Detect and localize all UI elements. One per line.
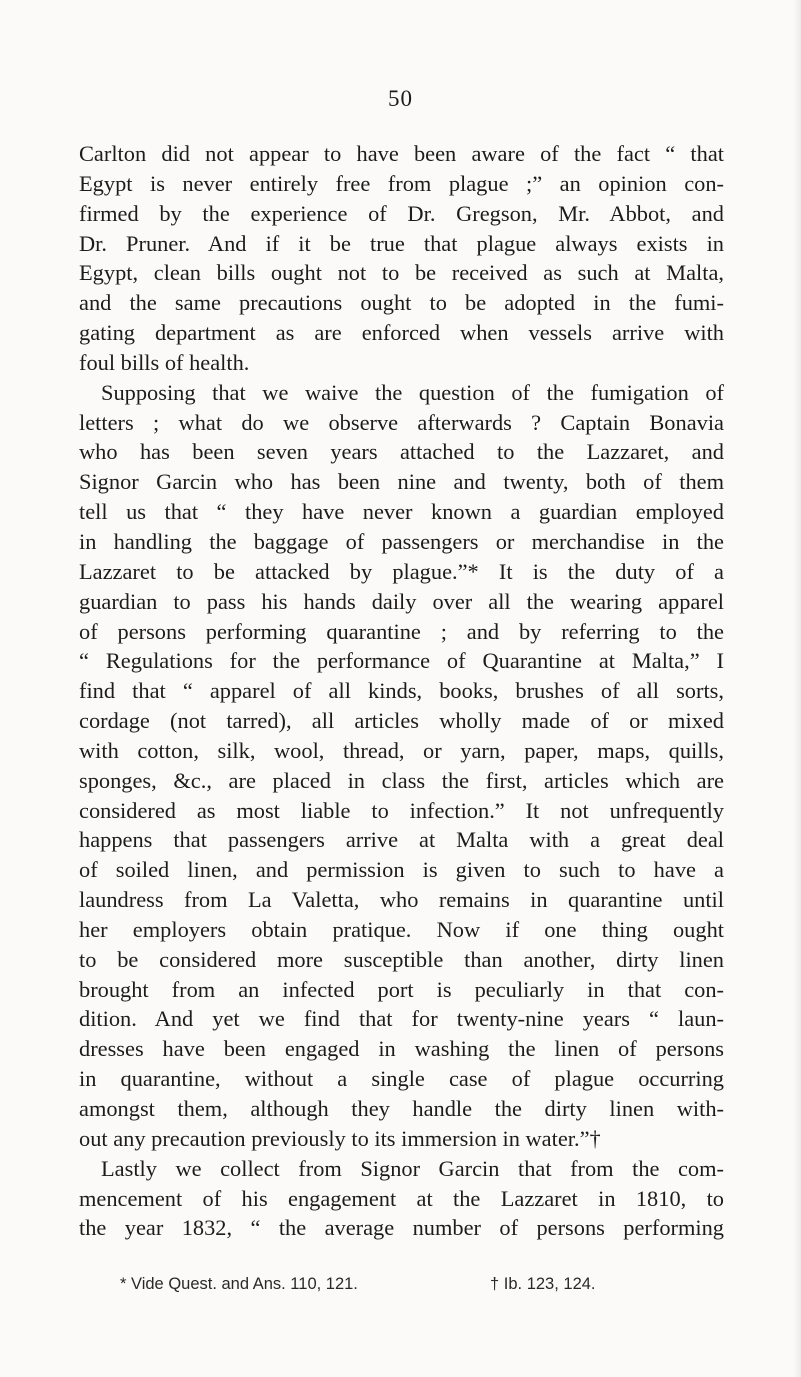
- text-line: Supposing that we waive the question of the fumigation of: [101, 379, 724, 405]
- text-line: gating department as are enforced when vessels arrive with: [79, 320, 724, 346]
- text-line: in quarantine, without a single case of plague occurring: [79, 1066, 724, 1092]
- text-line: cordage (not tarred), all articles wholly made of or mixed: [79, 708, 724, 734]
- text-line: “ Regulations for the performance of Quarantine at Malta,” I: [79, 648, 724, 674]
- text-line: tell us that “ they have never known a guardian employed: [79, 499, 724, 525]
- text-line: considered as most liable to infection.” It not unfrequently: [79, 797, 724, 823]
- text-line: in handling the baggage of passengers or merchandise in the: [79, 528, 724, 554]
- text-line: happens that passengers arrive at Malta with a great deal: [79, 827, 724, 853]
- text-line: the year 1832, “ the average number of persons performing: [79, 1215, 724, 1241]
- body-text: [79, 139, 724, 1243]
- text-line: Lastly we collect from Signor Garcin that from the com-: [101, 1155, 724, 1181]
- text-line: find that “ apparel of all kinds, books, brushes of all sorts,: [79, 678, 724, 704]
- text-line: Egypt, clean bills ought not to be received as such at Malta,: [79, 260, 724, 286]
- text-line: with cotton, silk, wool, thread, or yarn, paper, maps, quills,: [79, 737, 724, 763]
- text-line: firmed by the experience of Dr. Gregson, Mr. Abbot, and: [79, 200, 724, 226]
- text-line: amongst them, although they handle the dirty linen with-: [79, 1096, 724, 1121]
- text-line: Lazzaret to be attacked by plague.”* It is the duty of a: [79, 558, 724, 584]
- page-number: 50: [388, 86, 413, 111]
- text-line: dition. And yet we find that for twenty-nine years “ laun-: [79, 1006, 724, 1032]
- text-line: guardian to pass his hands daily over all the wearing apparel: [79, 588, 724, 614]
- text-line: her employers obtain pratique. Now if one thing ought: [79, 916, 724, 942]
- footnote-star: * Vide Quest. and Ans. 110, 121.: [120, 1275, 358, 1293]
- text-line: of persons performing quarantine ; and by referring to the: [79, 618, 724, 644]
- text-line: Dr. Pruner. And if it be true that plague always exists in: [79, 230, 724, 256]
- text-line: Carlton did not appear to have been aware of the fact “ that: [79, 141, 724, 166]
- text-line: dresses have been engaged in washing the linen of persons: [79, 1036, 724, 1062]
- page-edge-shadow: [793, 0, 801, 1377]
- text-line: out any precaution previously to its immersion in water.”†: [79, 1125, 601, 1151]
- text-line: who has been seven years attached to the Lazzaret, and: [79, 439, 724, 465]
- text-line: laundress from La Valetta, who remains in quarantine until: [79, 887, 724, 913]
- footnote-dagger: † Ib. 123, 124.: [490, 1275, 596, 1293]
- text-line: Egypt is never entirely free from plague ;” an opinion con-: [79, 170, 724, 196]
- text-line: Signor Garcin who has been nine and twenty, both of them: [79, 469, 724, 495]
- text-line: brought from an infected port is peculiarly in that con-: [79, 976, 724, 1002]
- text-line: of soiled linen, and permission is given to such to have a: [79, 857, 724, 883]
- text-line: sponges, &c., are placed in class the first, articles which are: [79, 767, 724, 793]
- text-line: letters ; what do we observe afterwards ? Captain Bonavia: [79, 409, 724, 435]
- text-line: mencement of his engagement at the Lazzaret in 1810, to: [79, 1185, 724, 1211]
- text-line: foul bills of health.: [79, 349, 250, 375]
- text-line: to be considered more susceptible than another, dirty linen: [79, 946, 724, 972]
- text-line: and the same precautions ought to be adopted in the fumi-: [79, 290, 724, 316]
